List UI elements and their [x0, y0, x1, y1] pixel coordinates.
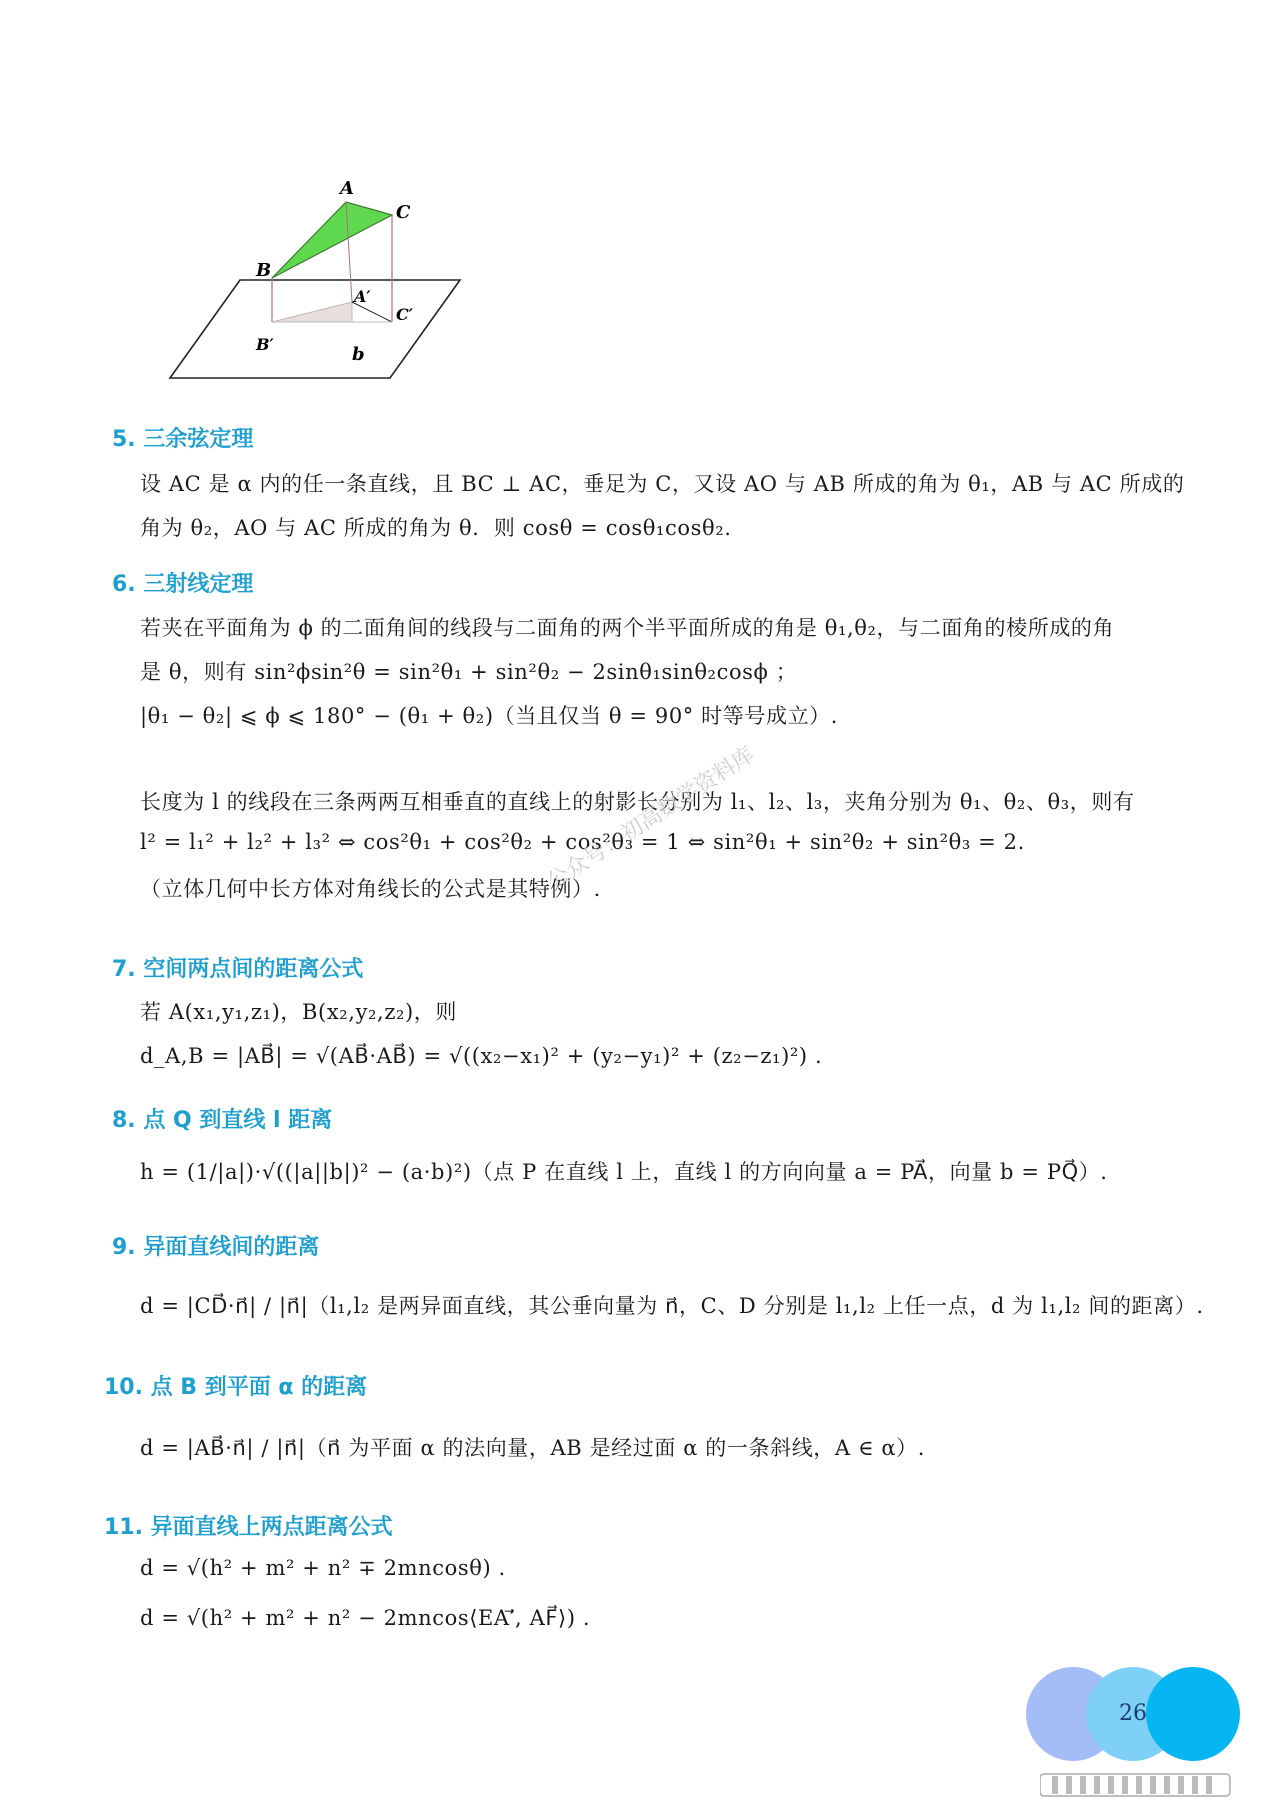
- label-b: B: [256, 260, 272, 281]
- s7-line-2: d_A,B = |AB⃗| = √(AB⃗·AB⃗) = √((x₂−x₁)² + (y₂−y₁)² + (z₂−z₁)²) .: [140, 1044, 823, 1068]
- heading-s10: 10. 点 B 到平面 α 的距离: [104, 1375, 368, 1400]
- plane-alpha: [170, 280, 460, 378]
- page-number: 26: [1119, 1701, 1147, 1726]
- heading-s7: 7. 空间两点间的距离公式: [112, 957, 364, 982]
- s9-line-1: d = |CD⃗·n⃗| / |n⃗|（l₁,l₂ 是两异面直线，其公垂向量为 n⃗，C、D 分别是 l₁,l₂ 上任一点，d 为 l₁,l₂ 间的距离）.: [140, 1294, 1204, 1318]
- s8-line-1: h = (1/|a|)·√((|a||b|)² − (a·b)²)（点 P 在直线 l 上，直线 l 的方向向量 a = PA⃗，向量 b = PQ⃗）.: [140, 1160, 1108, 1184]
- s6-line-3: |θ₁ − θ₂| ⩽ ϕ ⩽ 180° − (θ₁ + θ₂)（当且仅当 θ = 90° 时等号成立）.: [140, 704, 839, 728]
- s11-line-2: d = √(h² + m² + n² − 2mncos⟨EA′⃗, AF⃗⟩) .: [140, 1606, 591, 1630]
- watermark: 公众号：初高数学资料库: [542, 742, 760, 896]
- label-c-prime: C′: [396, 305, 413, 324]
- label-b-prime: B′: [256, 335, 274, 354]
- label-a: A: [340, 178, 354, 199]
- triangle-abc: [272, 202, 392, 278]
- bottom-decor-bars: [1040, 1772, 1260, 1800]
- projection-triangle: [272, 302, 352, 322]
- s6-line-6: （立体几何中长方体对角线长的公式是其特例）.: [140, 877, 601, 901]
- heading-s8: 8. 点 Q 到直线 l 距离: [112, 1108, 333, 1133]
- s5-line-1: 设 AC 是 α 内的任一条直线，且 BC ⊥ AC，垂足为 C，又设 AO 与 AB 所成的角为 θ₁，AB 与 AC 所成的: [140, 472, 1185, 496]
- s6-line-4: 长度为 l 的线段在三条两两互相垂直的直线上的射影长分别为 l₁、l₂、l₃，夹角分别为 θ₁、θ₂、θ₃，则有: [140, 790, 1135, 814]
- s10-line-1: d = |AB⃗·n⃗| / |n⃗|（n⃗ 为平面 α 的法向量，AB 是经过面 α 的一条斜线，A ∈ α）.: [140, 1436, 926, 1460]
- s6-line-5: l² = l₁² + l₂² + l₃² ⇔ cos²θ₁ + cos²θ₂ + cos²θ₃ = 1 ⇔ sin²θ₁ + sin²θ₂ + sin²θ₃ = 2.: [140, 830, 1025, 854]
- s11-line-1: d = √(h² + m² + n² ∓ 2mncosθ) .: [140, 1556, 506, 1580]
- heading-s11: 11. 异面直线上两点距离公式: [104, 1515, 393, 1540]
- heading-s9: 9. 异面直线间的距离: [112, 1235, 320, 1260]
- s7-line-1: 若 A(x₁,y₁,z₁)，B(x₂,y₂,z₂)，则: [140, 1000, 457, 1024]
- label-a-prime: A′: [354, 287, 371, 306]
- geometry-figure: [160, 160, 480, 390]
- label-c: C: [396, 202, 411, 223]
- heading-s6: 6. 三射线定理: [112, 572, 254, 597]
- heading-s5: 5. 三余弦定理: [112, 427, 254, 452]
- s6-line-1: 若夹在平面角为 ϕ 的二面角间的线段与二面角的两个半平面所成的角是 θ₁,θ₂，与二面角的棱所成的角: [140, 616, 1115, 640]
- s6-line-2: 是 θ，则有 sin²ϕsin²θ = sin²θ₁ + sin²θ₂ − 2sinθ₁sinθ₂cosϕ ；: [140, 660, 798, 684]
- s5-line-2: 角为 θ₂，AO 与 AC 所成的角为 θ．则 cosθ = cosθ₁cosθ₂.: [140, 516, 732, 540]
- label-b-plane: b: [352, 344, 365, 365]
